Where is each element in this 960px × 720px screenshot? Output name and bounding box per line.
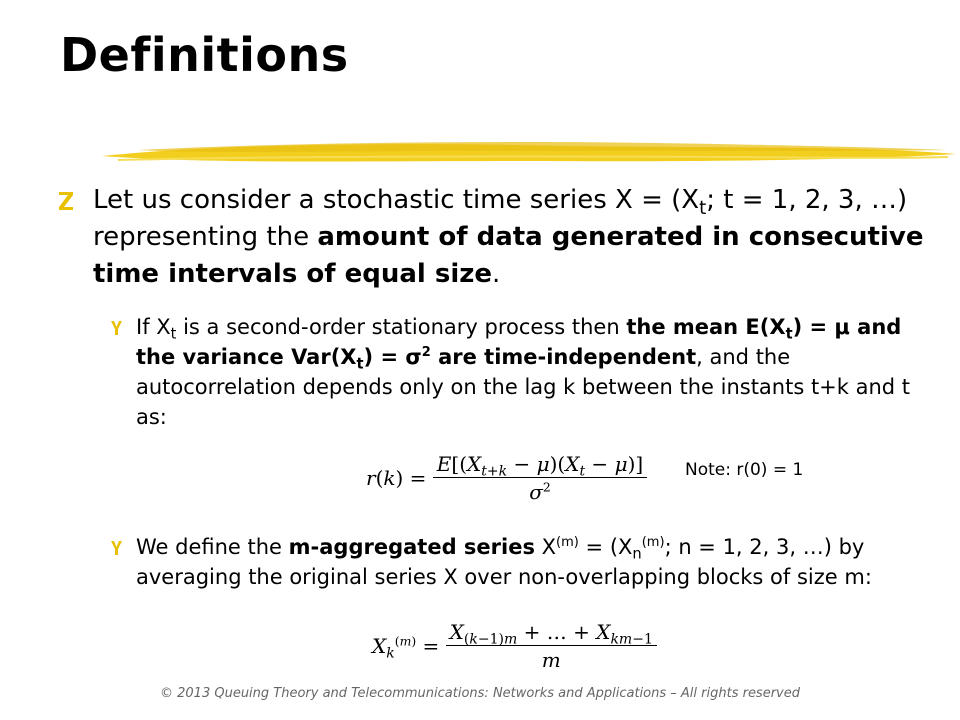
bullet3-text-d: ; n = 1, 2, 3, …) by averaging the original series X over non-overlapping blocks of size m: bbox=[136, 535, 872, 589]
bullet3-text-c: = (X bbox=[578, 535, 633, 559]
bullet1-text-c: . bbox=[492, 259, 501, 289]
bullet1-text-b: ; t = 1, 2, 3, …) representing the bbox=[93, 185, 908, 252]
bullet3-text-b: X bbox=[534, 535, 557, 559]
formula2-lhs: $X_k^{(m)}$ = bbox=[372, 633, 446, 662]
bullet-stationary-process bbox=[113, 312, 936, 432]
z-bullet-icon bbox=[58, 191, 74, 211]
bullet2-sub-t: t bbox=[170, 325, 177, 343]
bullet2-bold-a: the mean E(X bbox=[626, 315, 786, 339]
bullet3-sup-n: (m) bbox=[641, 534, 665, 550]
bullet1-text-a: Let us consider a stochastic time series X = (X bbox=[93, 185, 700, 215]
formula1-fraction bbox=[433, 452, 647, 504]
bullet2-text-b: is a second-order stationary process then bbox=[176, 315, 627, 339]
bullet2-text-c: , and the autocorrelation depends only on the lag k between the instants t+k and t as: bbox=[136, 345, 911, 429]
slide-title: Definitions bbox=[60, 28, 349, 82]
formula2-numerator: $X_{(k-1)m}$ + … + $X_{km-1}$ bbox=[449, 620, 653, 648]
aggregation-formula bbox=[372, 620, 657, 672]
formula1-numerator: $E[(X_{t+k} - \mu)(X_t - \mu)]$ bbox=[436, 452, 644, 480]
bullet3-sup-m: (m) bbox=[556, 534, 579, 550]
bullet2-bold-b: ) = μ and the variance Var(X bbox=[136, 315, 902, 369]
bullet3-emphasis: m-aggregated series bbox=[288, 535, 535, 559]
bullet2-bold-d: are time-independent bbox=[430, 345, 697, 369]
y-bullet-icon bbox=[111, 540, 122, 556]
bullet-m-aggregated bbox=[113, 532, 936, 592]
bullet2-bold-sub-a: t bbox=[785, 325, 793, 343]
bullet2-bold-c: ) = σ bbox=[363, 345, 422, 369]
y-bullet-icon bbox=[111, 320, 122, 336]
title-underline-brush bbox=[98, 136, 960, 170]
formula2-denominator: m bbox=[446, 645, 657, 672]
bullet2-bold-sub-b: t bbox=[356, 355, 364, 373]
autocorrelation-formula bbox=[366, 452, 647, 504]
bullet-stochastic-series bbox=[60, 182, 943, 293]
bullet1-sub-t: t bbox=[699, 197, 707, 219]
bullet2-bold-sup: 2 bbox=[421, 344, 431, 360]
bullet2-text-a: If X bbox=[136, 315, 171, 339]
note-r0: Note: r(0) = 1 bbox=[685, 460, 804, 480]
copyright-footer: © 2013 Queuing Theory and Telecommunications: Networks and Applications – All rights reserved bbox=[160, 686, 800, 701]
bullet3-text-a: We define the bbox=[136, 535, 289, 559]
formula2-fraction bbox=[446, 620, 657, 672]
bullet3-sub-n: n bbox=[632, 545, 642, 563]
bullet1-emphasis: amount of data generated in consecutive time intervals of equal size bbox=[93, 222, 924, 289]
formula1-denominator: $\sigma^2$ bbox=[433, 477, 647, 504]
formula1-lhs: r(k) = bbox=[366, 466, 433, 490]
